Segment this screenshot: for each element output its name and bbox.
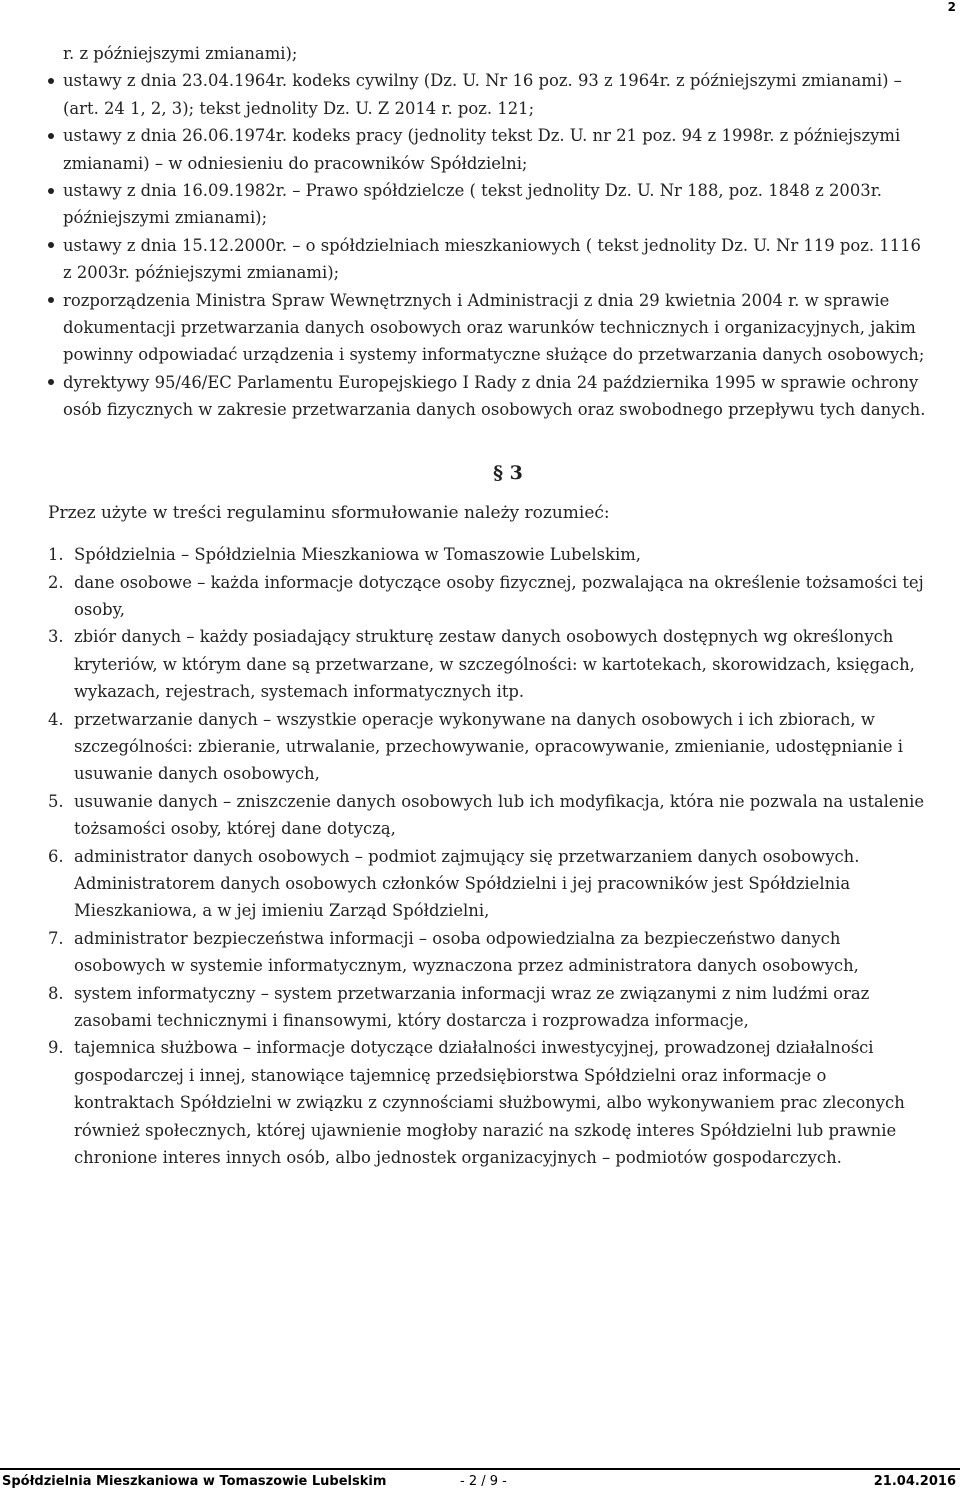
definition-text: zbiór danych – każdy posiadający strukturę zestaw danych osobowych dostępnych wg określonych kryteriów, w którym dane są przetwarzane, w szczególności: w kartotekach, skorowidzach, księgach, wykazach, rejestrach, systemach informatycznych itp. [74, 627, 915, 702]
legal-basis-item: rozporządzenia Ministra Spraw Wewnętrznych i Administracji z dnia 29 kwietnia 2004 r. w sprawie dokumentacji przetwarzania danych osobowych oraz warunków technicznych i organizacyjnych, jakim powinny odpowiadać urządzenia i systemy informatyczne służące do przetwarzania danych osobowych; [48, 287, 928, 369]
definition-item [48, 788, 928, 843]
definition-number: 9. [48, 1038, 64, 1058]
definition-item [48, 843, 928, 925]
footer-organization: Spółdzielnia Mieszkaniowa w Tomaszowie Lubelskim [2, 1474, 387, 1489]
document-body [48, 40, 928, 1171]
definition-number: 5. [48, 791, 64, 811]
definition-text: administrator bezpieczeństwa informacji – osoba odpowiedzialna za bezpieczeństwo danych osobowych w systemie informatycznym, wyznaczona przez administratora danych osobowych, [74, 928, 859, 976]
page-footer [0, 1468, 960, 1493]
definition-text: usuwanie danych – zniszczenie danych osobowych lub ich modyfikacja, która nie pozwala na ustalenie tożsamości osoby, której dane dotyczą, [74, 791, 925, 839]
definition-text: system informatyczny – system przetwarzania informacji wraz ze związanymi z nim ludźmi oraz zasobami technicznymi i finansowymi, który dostarcza i rozprowadza informacje, [74, 983, 870, 1030]
definition-number: 4. [48, 709, 64, 729]
definition-item [48, 623, 928, 705]
definition-text: administrator danych osobowych – podmiot zajmujący się przetwarzaniem danych osobowych. Administratorem danych osobowych członków Spółdzielni i jej pracowników jest Spółdzielnia Mieszkaniowa, a w jej imieniu Zarząd Spółdzielni, [74, 846, 860, 921]
legal-basis-item: ustawy z dnia 26.06.1974r. kodeks pracy (jednolity tekst Dz. U. nr 21 poz. 94 z 1998r. z późniejszymi zmianami) – w odniesieniu do pracowników Spółdzielni; [48, 122, 928, 177]
definition-item [48, 925, 928, 980]
definition-number: 1. [48, 545, 64, 565]
definition-item [48, 1034, 928, 1171]
legal-basis-list [48, 67, 928, 423]
definition-number: 6. [48, 846, 64, 866]
section-heading: § 3 [493, 461, 523, 484]
legal-basis-item: ustawy z dnia 15.12.2000r. – o spółdzielniach mieszkaniowych ( tekst jednolity Dz. U. Nr 119 poz. 1116 z 2003r. późniejszymi zmianami); [48, 232, 928, 287]
definition-number: 7. [48, 928, 64, 948]
footer-page-indicator: - 2 / 9 - [460, 1474, 507, 1489]
definition-text: tajemnica służbowa – informacje dotyczące działalności inwestycyjnej, prowadzonej działalności gospodarczej i innej, stanowiące tajemnicę przedsiębiorstwa Spółdzielni oraz informacje o kontraktach Spółdzielni w związku z czynnościami służbowymi, albo wykonywaniem prac zleconych również społecznych, której ujawnienie mogłoby narazić na szkodę interes Spółdzielni lub prawnie chronione interes innych osób, albo jednostek organizacyjnych – podmiotów gospodarczych. [74, 1038, 905, 1168]
definition-item [48, 541, 928, 568]
definition-item [48, 706, 928, 788]
page-number: 2 [947, 0, 956, 14]
definition-text: przetwarzanie danych – wszystkie operacje wykonywane na danych osobowych i ich zbiorach, w szczególności: zbieranie, utrwalanie, przechowywanie, opracowywanie, zmienianie, udostępnianie i usuwanie danych osobowych, [74, 709, 903, 784]
definition-number: 3. [48, 627, 64, 647]
definition-item [48, 569, 928, 624]
continuation-text: r. z późniejszymi zmianami); [63, 44, 298, 63]
footer-date: 21.04.2016 [873, 1474, 956, 1489]
definition-number: 2. [48, 572, 64, 592]
legal-basis-item: dyrektywy 95/46/EC Parlamentu Europejskiego I Rady z dnia 24 października 1995 w sprawie ochrony osób fizycznych w zakresie przetwarzania danych osobowych oraz swobodnego przepływu tych danych. [48, 369, 928, 424]
definitions-list [48, 541, 928, 1171]
legal-basis-item: ustawy z dnia 23.04.1964r. kodeks cywilny (Dz. U. Nr 16 poz. 93 z 1964r. z późniejszymi zmianami) – (art. 24 1, 2, 3); tekst jednolity Dz. U. Z 2014 r. poz. 121; [48, 67, 928, 122]
definitions-intro: Przez użyte w treści regulaminu sformułowanie należy rozumieć: [48, 502, 610, 523]
definition-item [48, 980, 928, 1035]
definition-text: dane osobowe – każda informacje dotyczące osoby fizycznej, pozwalająca na określenie tożsamości tej osoby, [74, 572, 924, 619]
legal-basis-item: ustawy z dnia 16.09.1982r. – Prawo spółdzielcze ( tekst jednolity Dz. U. Nr 188, poz. 1848 z 2003r. późniejszymi zmianami); [48, 177, 928, 232]
definition-number: 8. [48, 983, 64, 1003]
definition-text: Spółdzielnia – Spółdzielnia Mieszkaniowa w Tomaszowie Lubelskim, [74, 545, 641, 565]
